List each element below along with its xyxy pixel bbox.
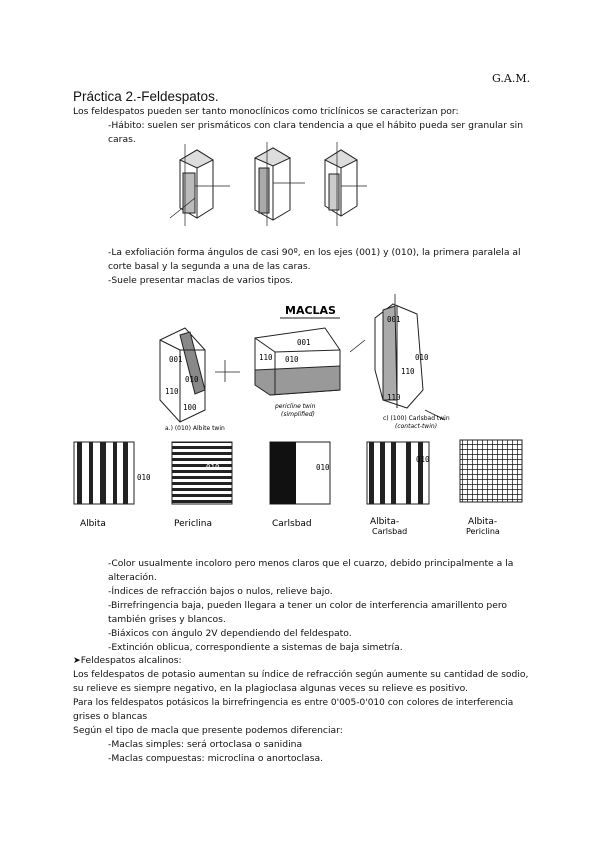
cleavage-line-1: -La exfoliación forma ángulos de casi 90º, en los ejes (001) y (010), la primera paralela al	[108, 247, 521, 258]
label-periclina: Periclina	[174, 519, 213, 529]
label-albita-carlsbad-b: Carlsbad	[372, 527, 408, 536]
svg-text:010: 010	[137, 473, 151, 482]
habit-crystal-figure	[155, 138, 370, 226]
thin-section-albita	[74, 442, 134, 504]
color-line-1: -Color usualmente incoloro pero menos claros que el cuarzo, debido principalmente a la	[108, 558, 514, 569]
svg-text:110: 110	[401, 367, 415, 376]
alkaline-p1-line-1: Los feldespatos de potasio aumentan su índice de refracción según aumente su cantidad de sodio,	[73, 669, 529, 680]
color-line-2: alteración.	[108, 572, 157, 583]
svg-text:010: 010	[416, 455, 430, 464]
svg-text:010: 010	[206, 463, 220, 472]
biaxial-line: -Biáxicos con ángulo 2V dependiendo del feldespato.	[108, 628, 352, 639]
refraction-line: -Índices de refracción bajos o nulos, relieve bajo.	[108, 586, 333, 597]
thin-section-figure	[62, 434, 527, 546]
svg-text:110: 110	[165, 387, 179, 396]
thin-section-periclina	[172, 442, 232, 504]
compound-macles-line: -Maclas compuestas: microclina o anortoclasa.	[108, 753, 324, 764]
macles-heading: MACLAS	[285, 304, 336, 317]
svg-text:010: 010	[415, 353, 429, 362]
alkaline-heading: ➤Feldespatos alcalinos:	[73, 655, 182, 666]
bullet-arrow-icon: ➤	[73, 655, 81, 666]
alkaline-p1-line-2: su relieve es siempre negativo, en la plagioclasa algunas veces su relieve es positivo.	[73, 683, 469, 694]
svg-text:110: 110	[259, 353, 273, 362]
birefringence-line-1: -Birrefringencia baja, pueden llegara a tener un color de interferencia amarillento pero	[108, 600, 508, 611]
birefringence-line-2: también grises y blancos.	[108, 614, 226, 625]
label-albita-carlsbad-a: Albita-	[370, 517, 400, 527]
thin-section-carlsbad	[270, 442, 330, 504]
simple-macles-line: -Maclas simples: será ortoclasa o sanidina	[108, 739, 303, 750]
extinction-line: -Extinción oblicua, correspondiente a sistemas de baja simetría.	[108, 642, 403, 653]
label-albita-periclina-b: Periclina	[466, 527, 500, 536]
alkaline-p2-line-2: grises o blancas	[73, 711, 148, 722]
intro-text: Los feldespatos pueden ser tanto monoclínicos como triclínicos se caracterizan por:	[73, 106, 459, 117]
svg-text:001: 001	[387, 315, 401, 324]
thin-section-albita-periclina	[460, 440, 522, 502]
alkaline-p2-line-1: Para los feldespatos potásicos la birrefringencia es entre 0'005-0'010 con colores de interferencia	[73, 698, 514, 708]
macles-figure	[125, 290, 465, 432]
alkaline-p3: Según el tipo de macla que presente podemos diferenciar:	[73, 725, 343, 736]
author-initials: G.A.M.	[492, 72, 531, 85]
caption-carlsbad-1: c) (100) Carlsbad twin	[383, 415, 450, 422]
label-albita-periclina-a: Albita-	[468, 517, 498, 527]
habit-line-1: -Hábito: suelen ser prismáticos con clara tendencia a que el hábito pueda ser granular sin	[108, 120, 524, 131]
macles-intro: -Suele presentar maclas de varios tipos.	[108, 275, 293, 286]
thin-section-albita-carlsbad	[367, 442, 429, 504]
svg-text:010: 010	[285, 355, 299, 364]
svg-text:010: 010	[185, 375, 199, 384]
svg-text:010: 010	[316, 463, 330, 472]
habit-line-2: caras.	[108, 134, 136, 145]
svg-text:100: 100	[183, 403, 197, 412]
caption-pericline-1: pericline twin	[275, 403, 316, 410]
cleavage-line-2: corte basal y la segunda a una de las caras.	[108, 261, 311, 272]
label-carlsbad: Carlsbad	[272, 519, 312, 529]
caption-albite: a.) (010) Albite twin	[165, 425, 225, 432]
svg-text:001: 001	[169, 355, 183, 364]
svg-text:110: 110	[387, 393, 401, 402]
svg-text:001: 001	[297, 338, 311, 347]
caption-carlsbad-2: (contact-twin)	[395, 423, 438, 430]
label-albita: Albita	[80, 519, 106, 529]
page-title: Práctica 2.-Feldespatos.	[73, 89, 219, 104]
caption-pericline-2: (simplified)	[281, 411, 315, 418]
